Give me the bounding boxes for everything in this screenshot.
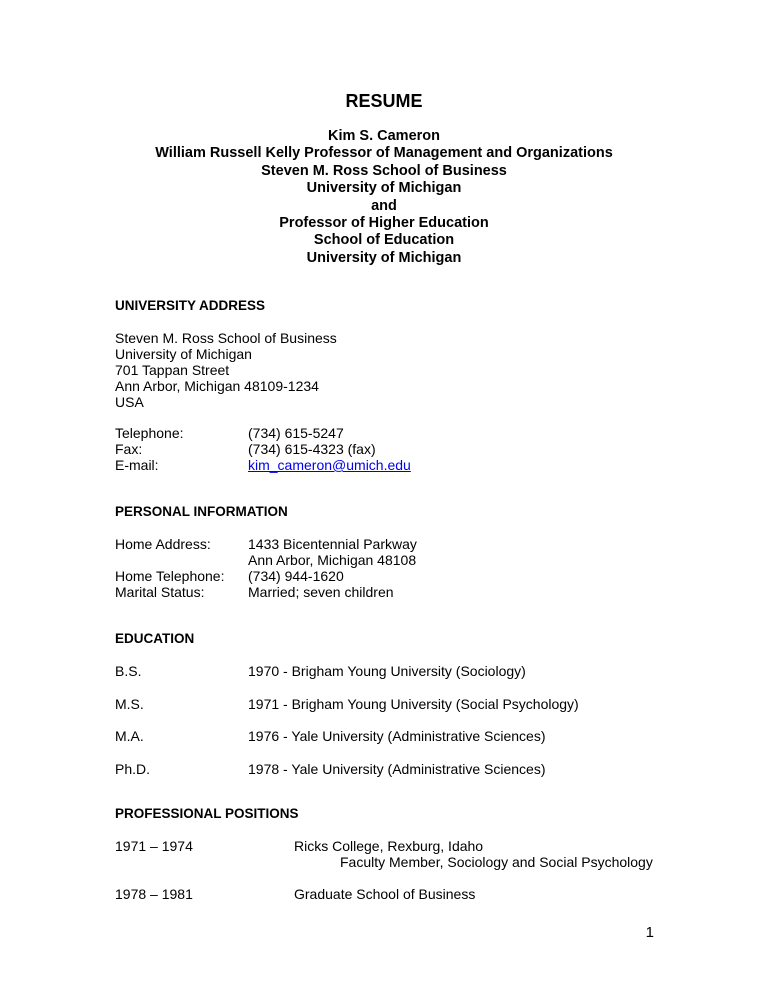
education-degree: Ph.D. [115, 761, 151, 777]
telephone-value: (734) 615-5247 [248, 425, 344, 441]
position-institution: Ricks College, Rexburg, Idaho [294, 838, 484, 854]
position-dates: 1978 – 1981 [115, 886, 193, 902]
position-dates: 1971 – 1974 [115, 838, 193, 854]
header-and: and [371, 197, 397, 214]
marital-status-value: Married; seven children [248, 584, 394, 600]
education-detail: 1971 - Brigham Young University (Social Psychology) [248, 696, 579, 712]
header-university: University of Michigan [306, 180, 462, 197]
header-second-title: Professor of Higher Education [279, 215, 489, 232]
education-detail: 1970 - Brigham Young University (Sociology) [248, 663, 526, 679]
home-address-label: Home Address: [115, 536, 211, 552]
fax-value: (734) 615-4323 (fax) [248, 441, 376, 457]
marital-status-label: Marital Status: [115, 584, 205, 600]
education-degree: M.S. [115, 696, 144, 712]
email-label: E-mail: [115, 457, 159, 473]
fax-label: Fax: [115, 441, 143, 457]
header-second-university: University of Michigan [306, 249, 462, 266]
position-role: Faculty Member, Sociology and Social Psychology [340, 854, 653, 870]
address-line: 701 Tappan Street [115, 362, 230, 378]
education-degree: M.A. [115, 728, 144, 744]
header-second-school: School of Education [313, 232, 455, 249]
page-title: RESUME [345, 91, 423, 111]
address-line: Ann Arbor, Michigan 48109-1234 [115, 378, 319, 394]
email-link[interactable]: kim_cameron@umich.edu [248, 457, 411, 473]
header-professorship: William Russell Kelly Professor of Management and Organizations [155, 145, 613, 162]
section-heading-personal-information: PERSONAL INFORMATION [115, 504, 288, 519]
section-heading-education: EDUCATION [115, 631, 195, 646]
education-detail: 1976 - Yale University (Administrative Sciences) [248, 728, 546, 744]
address-line: Steven M. Ross School of Business [115, 330, 337, 346]
header-school: Steven M. Ross School of Business [261, 162, 507, 179]
address-line: University of Michigan [115, 346, 252, 362]
home-address-line2: Ann Arbor, Michigan 48108 [248, 552, 417, 568]
section-heading-university-address: UNIVERSITY ADDRESS [115, 298, 266, 313]
header-name: Kim S. Cameron [328, 128, 440, 144]
address-line: USA [115, 394, 144, 410]
position-institution: Graduate School of Business [294, 886, 476, 902]
address-block [115, 330, 337, 410]
home-telephone-label: Home Telephone: [115, 568, 225, 584]
telephone-label: Telephone: [115, 425, 184, 441]
home-telephone-value: (734) 944-1620 [248, 568, 344, 584]
section-heading-professional-positions: PROFESSIONAL POSITIONS [115, 806, 299, 821]
education-degree: B.S. [115, 663, 142, 679]
resume-header [0, 128, 768, 267]
home-address-line1: 1433 Bicentennial Parkway [248, 536, 417, 552]
page-number: 1 [645, 924, 654, 941]
education-detail: 1978 - Yale University (Administrative Sciences) [248, 761, 546, 777]
